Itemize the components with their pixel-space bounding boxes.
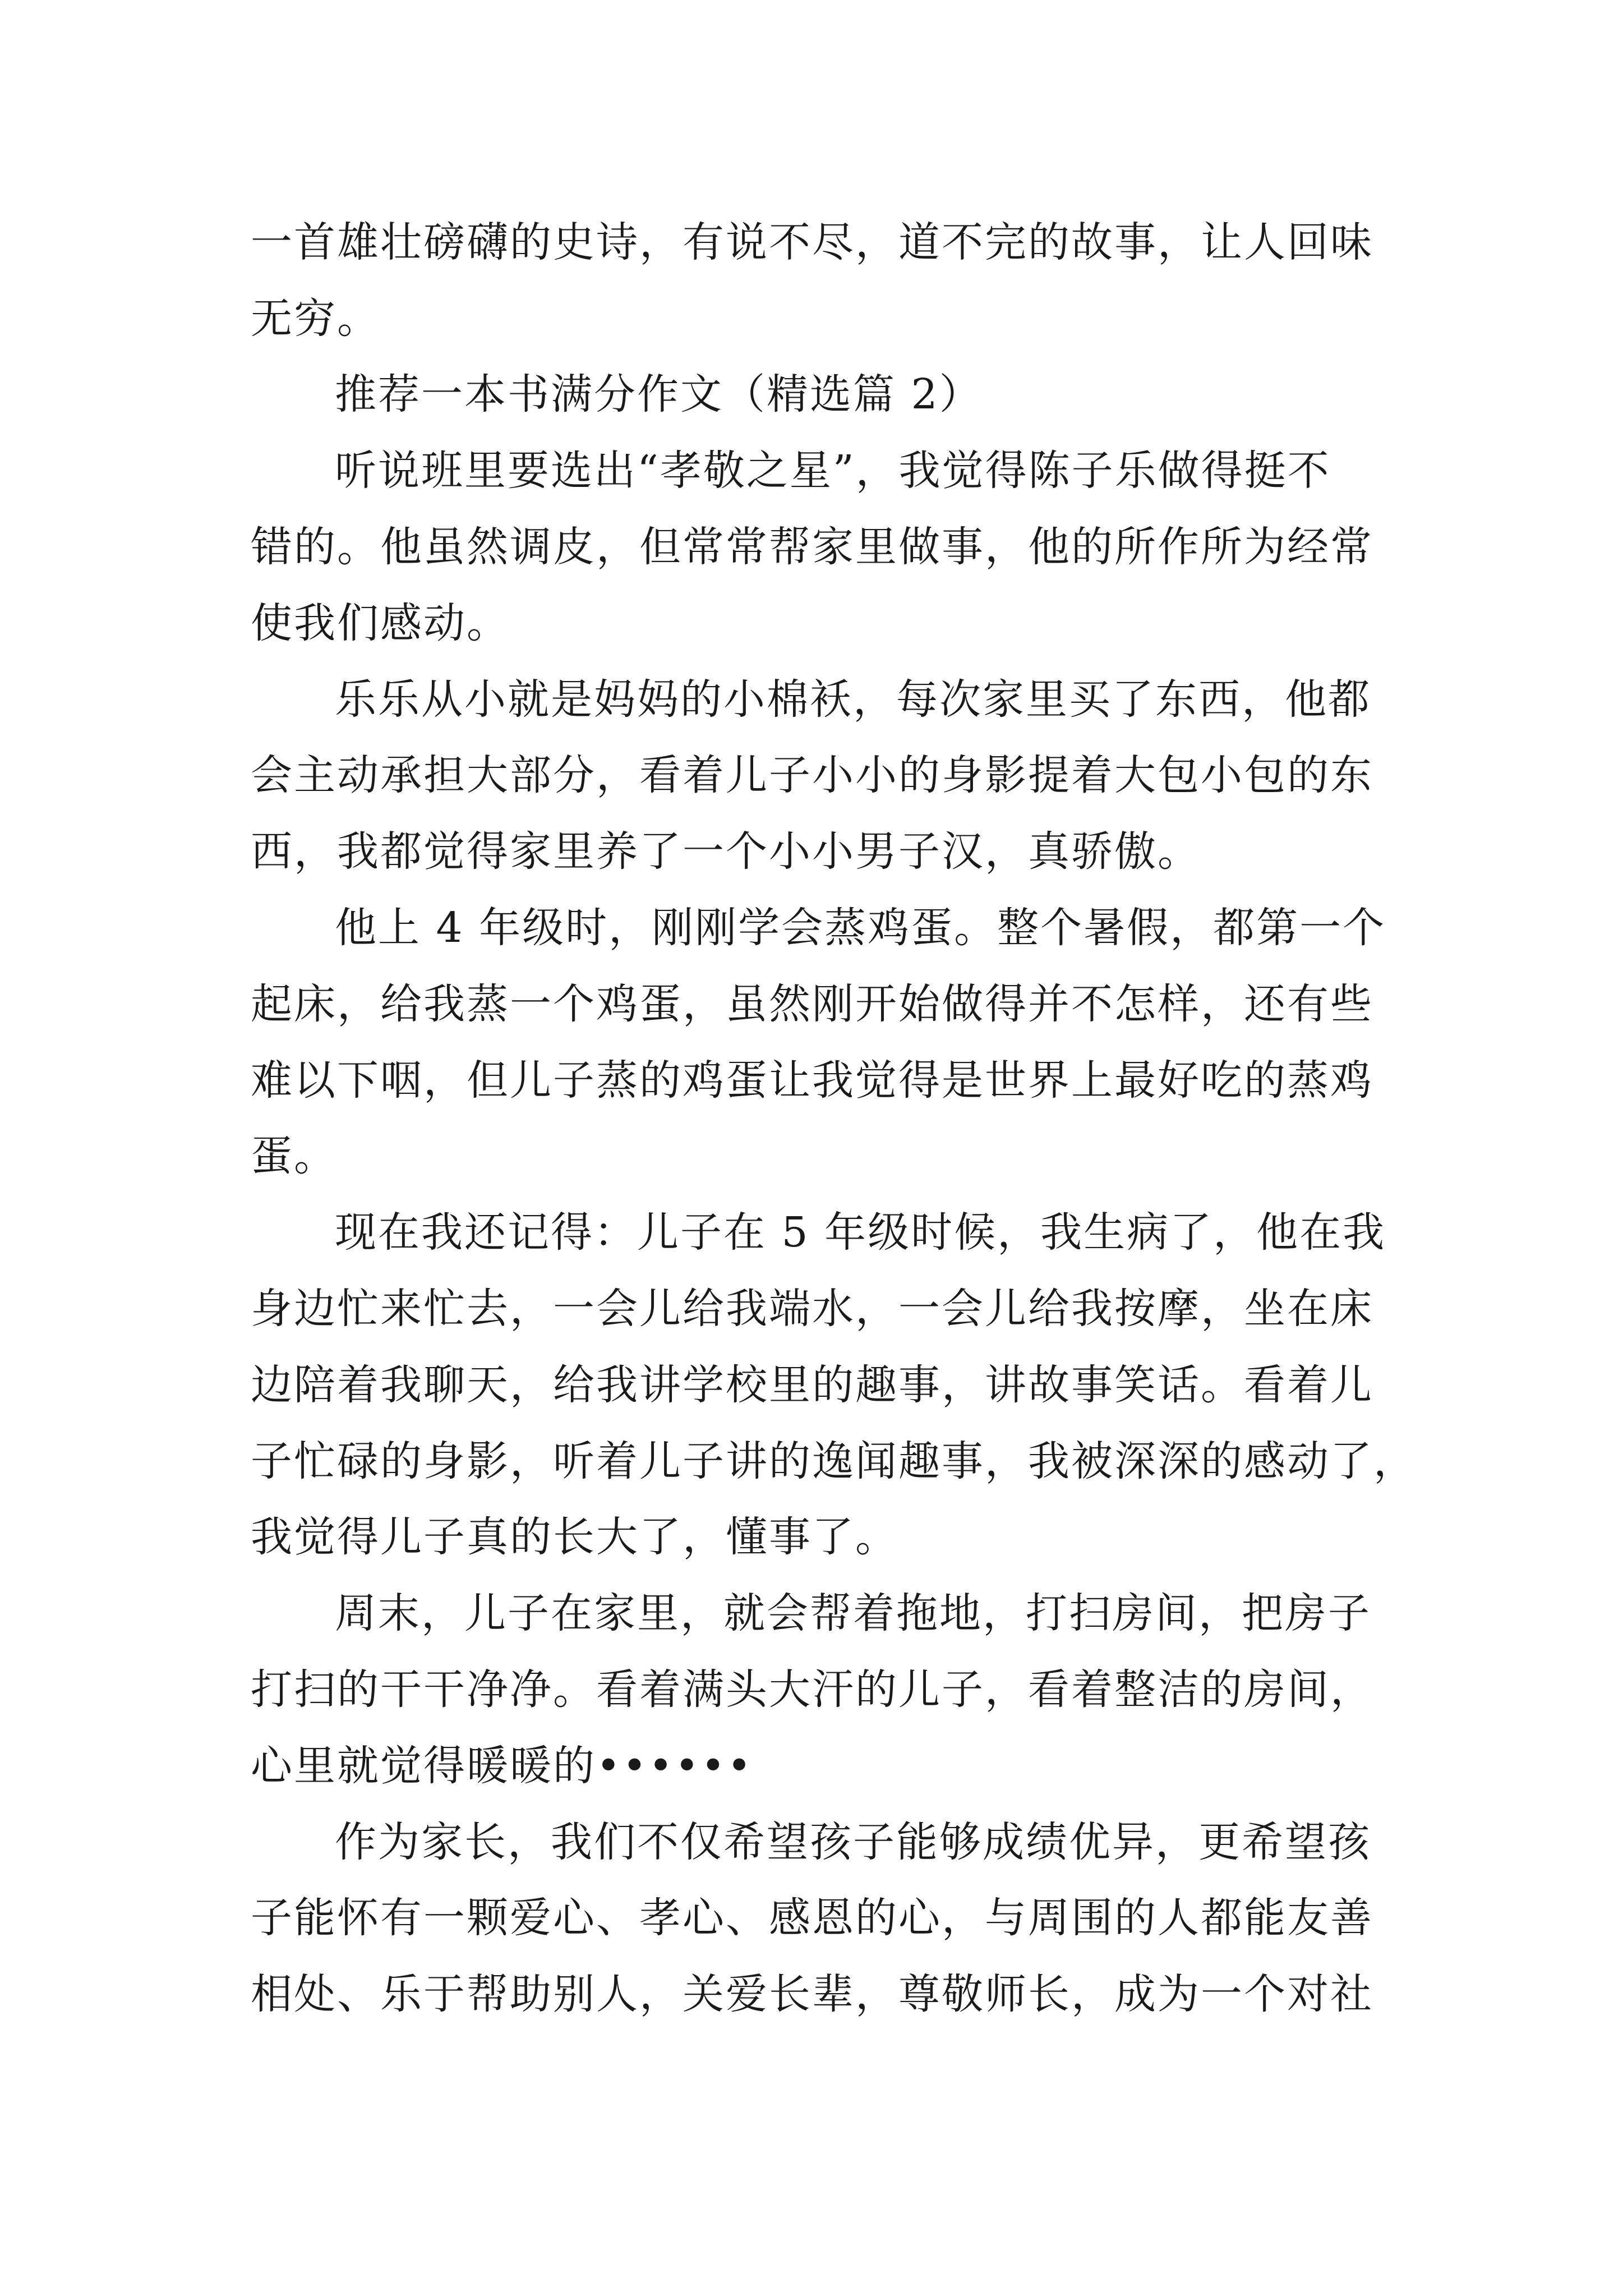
text-line: 心里就觉得暖暖的•••••• [251,1742,753,1790]
text-line: 西，我都觉得家里养了一个小小男子汉，真骄傲。 [251,827,1201,876]
text-line: 他上 4 年级时，刚刚学会蒸鸡蛋。整个暑假，都第一个 [335,904,1386,952]
text-line: 会主动承担大部分，看着儿子小小的身影提着大包小包的东 [251,751,1373,799]
text-line: 子能怀有一颗爱心、孝心、感恩的心，与周围的人都能友善 [251,1894,1373,1942]
text-line: 身边忙来忙去，一会儿给我端水，一会儿给我按摩，坐在床 [251,1285,1373,1333]
text-line: 我觉得儿子真的长大了，懂事了。 [251,1513,898,1561]
text-line: 打扫的干干净净。看着满头大汗的儿子，看着整洁的房间， [251,1665,1373,1714]
text-line: 周末，儿子在家里，就会帮着拖地，打扫房间，把房子 [335,1589,1371,1637]
section-heading: 推荐一本书满分作文（精选篇 2） [335,370,983,418]
text-line: 错的。他虽然调皮，但常常帮家里做事，他的所作所为经常 [251,523,1373,571]
text-line: 一首雄壮磅礴的史诗，有说不尽，道不完的故事，让人回味 [251,218,1373,266]
text-line: 相处、乐于帮助别人，关爱长辈，尊敬师长，成为一个对社 [251,1970,1373,2018]
text-line: 难以下咽，但儿子蒸的鸡蛋让我觉得是世界上最好吃的蒸鸡 [251,1056,1373,1105]
text-line: 子忙碌的身影，听着儿子讲的逸闻趣事，我被深深的感动了， [251,1437,1417,1485]
text-line: 听说班里要选出“孝敬之星”，我觉得陈子乐做得挺不 [335,447,1331,495]
text-line: 作为家长，我们不仅希望孩子能够成绩优异，更希望孩 [335,1818,1371,1866]
text-line: 现在我还记得：儿子在 5 年级时候，我生病了，他在我 [335,1208,1386,1257]
text-line: 蛋。 [251,1132,337,1180]
text-line: 起床，给我蒸一个鸡蛋，虽然刚开始做得并不怎样，还有些 [251,980,1373,1028]
text-line: 边陪着我聊天，给我讲学校里的趣事，讲故事笑话。看着儿 [251,1361,1373,1409]
text-line: 无穷。 [251,295,380,343]
text-line: 乐乐从小就是妈妈的小棉袄，每次家里买了东西，他都 [335,675,1371,724]
text-line: 使我们感动。 [251,599,510,647]
